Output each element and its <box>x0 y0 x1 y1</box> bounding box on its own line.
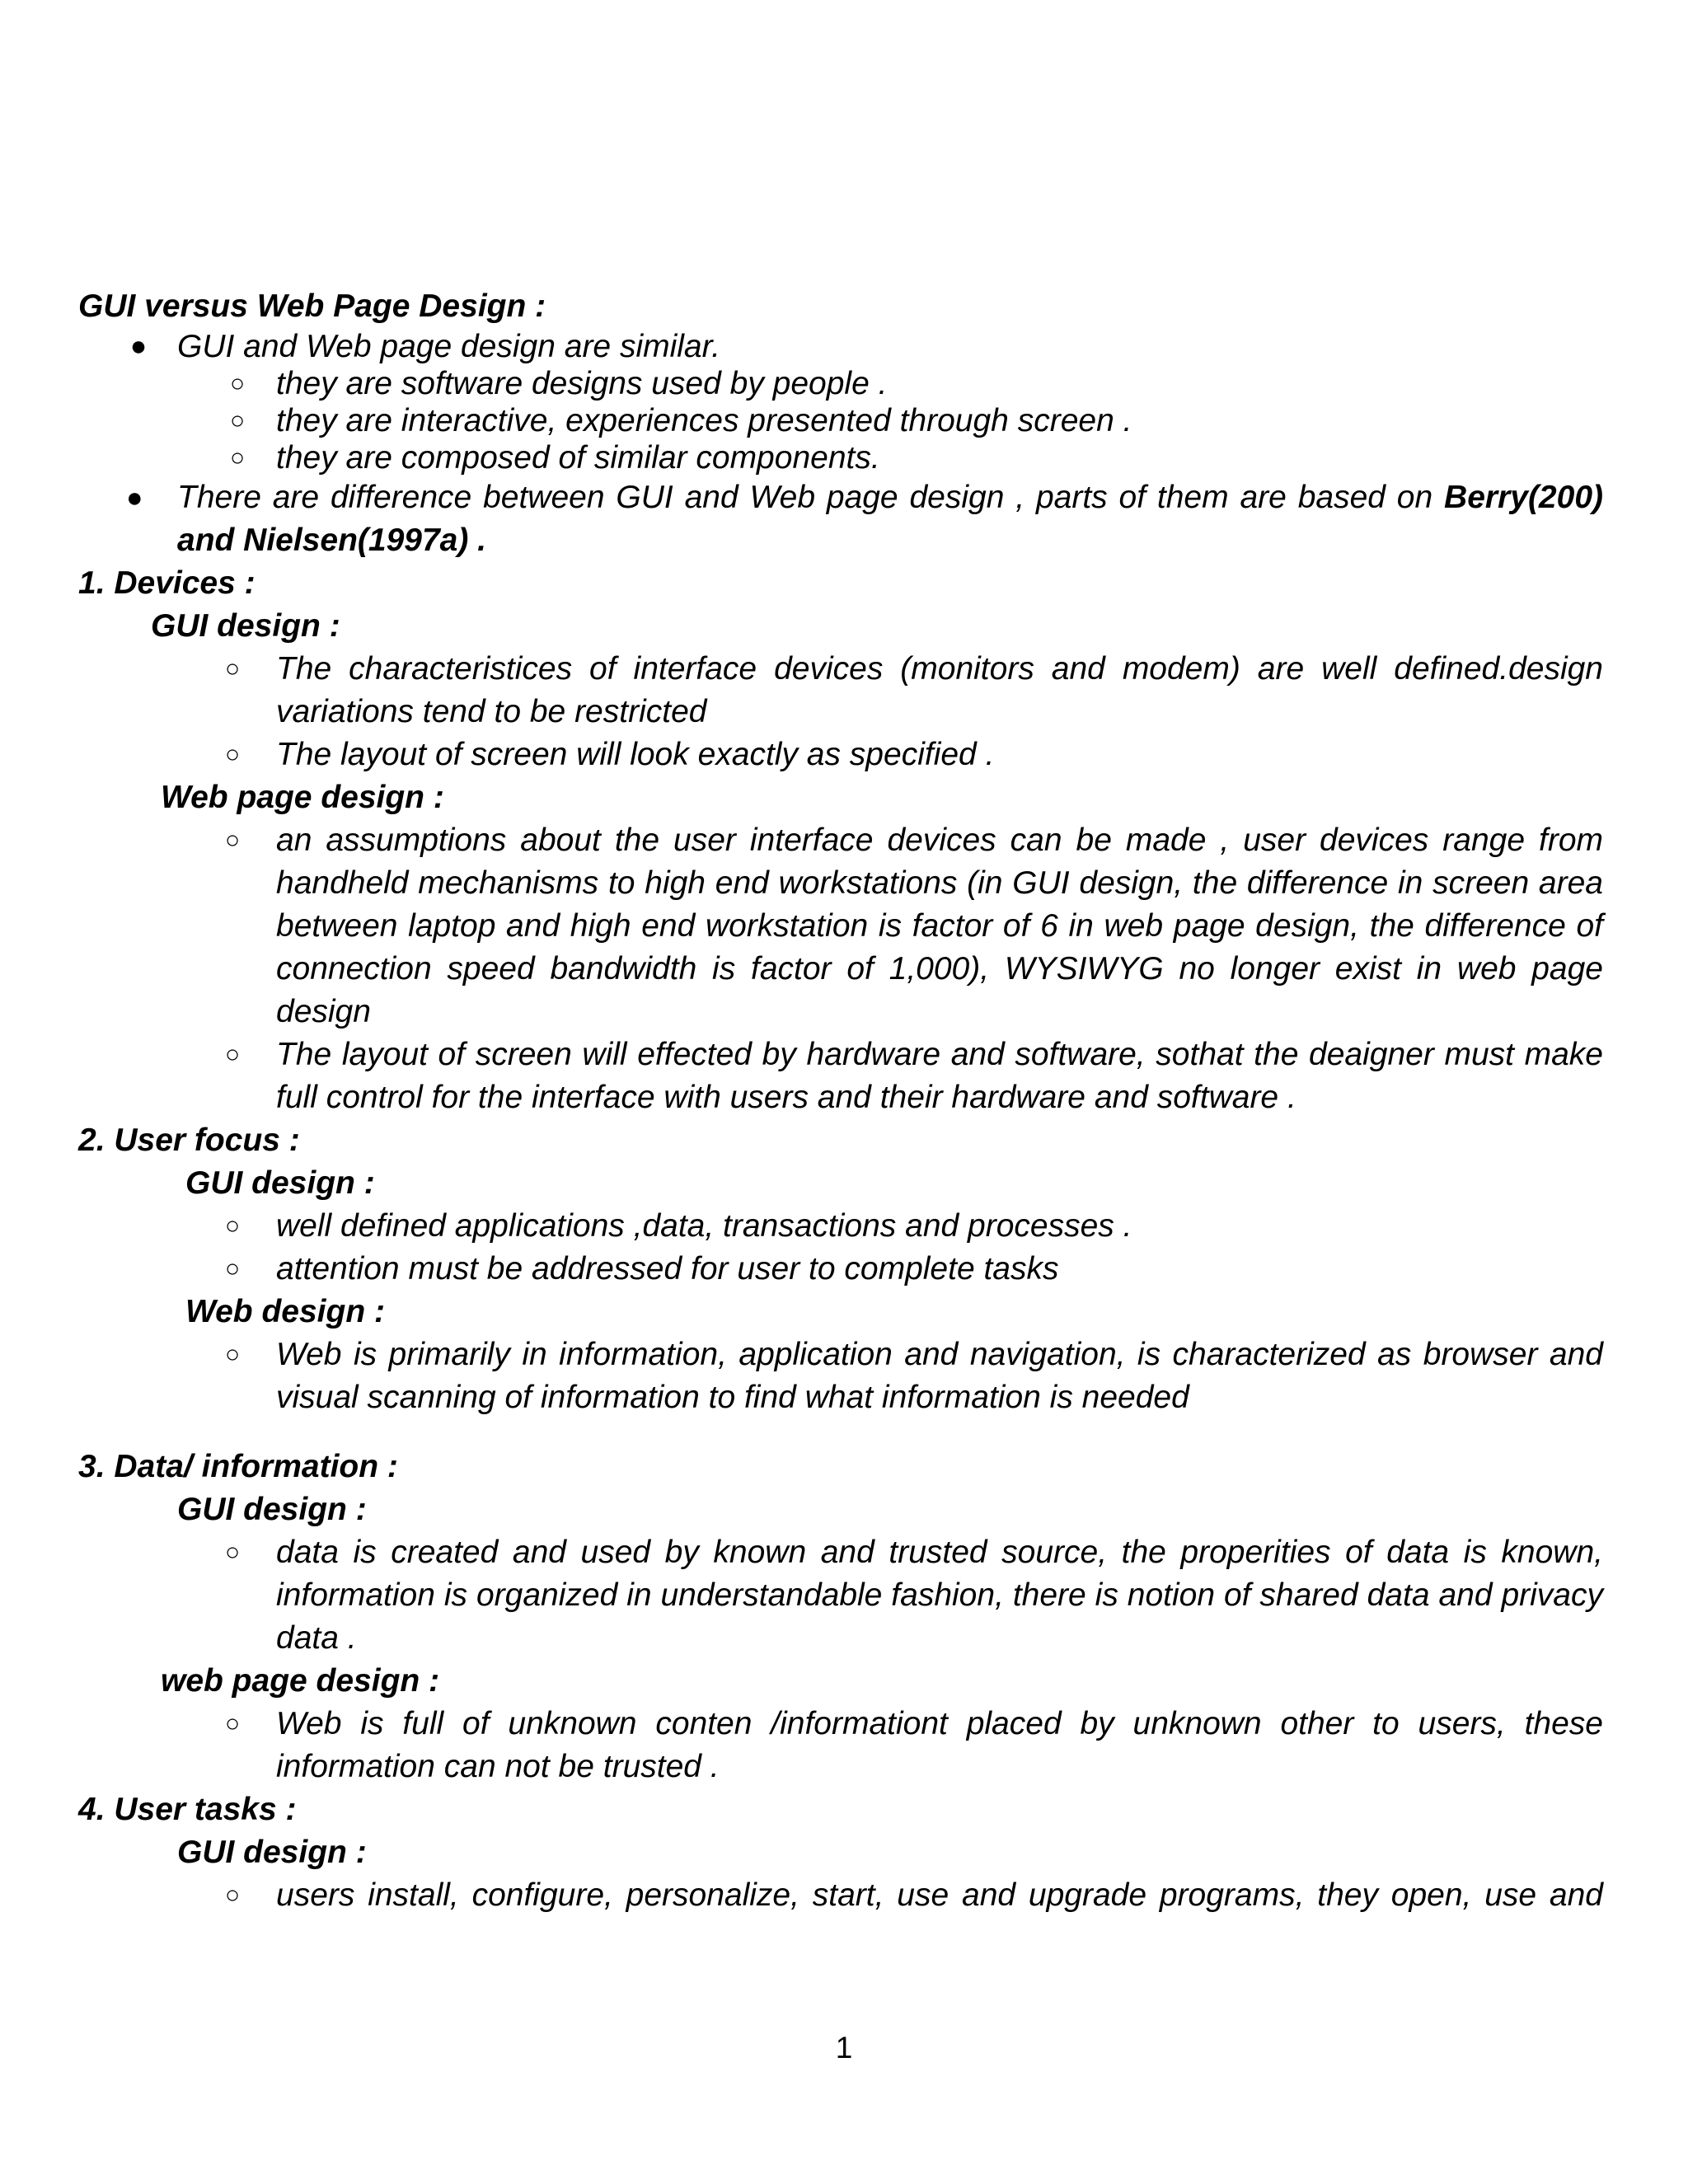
sub-item-text: they are composed of similar components. <box>276 440 880 476</box>
bullet-text: GUI and Web page design are similar. <box>177 329 721 364</box>
list-item-text: data is created and used by known and trusted source, the properities of data is known, information is organized in understandable fashion, there is notion of shared data and privacy data . <box>276 1535 1603 1656</box>
subheading-web-design: Web design : <box>185 1294 385 1329</box>
intro-bullet-differences <box>78 476 1603 562</box>
intro-bullet-similar <box>78 328 1603 365</box>
circle-bullet-icon: ○ <box>225 655 241 682</box>
intro-sub-item <box>78 365 1603 402</box>
list-item-text: Web is primarily in information, application and navigation, is characterized as browser and visual scanning of information to find what information is needed <box>276 1337 1603 1415</box>
subheading-web-page-design: web page design : <box>161 1663 440 1699</box>
list-item-text: an assumptions about the user interface devices can be made , user devices range from handheld mechanisms to high end workstations (in GUI design, the difference in screen area between laptop and high end workstation is factor of 6 in web page design, the difference of connection speed bandwidth is factor of 1,000), WYSIWYG no longer exist in web page design <box>276 823 1603 1029</box>
circle-bullet-icon: ○ <box>225 1882 241 1909</box>
circle-bullet-icon: ○ <box>225 1539 241 1566</box>
list-item-text: The layout of screen will look exactly as specified . <box>276 737 995 772</box>
subheading-gui-design: GUI design : <box>177 1835 367 1870</box>
list-item <box>78 648 1603 733</box>
list-item <box>78 1703 1603 1788</box>
circle-bullet-icon: ○ <box>225 1710 241 1737</box>
circle-bullet-icon: ○ <box>229 444 246 471</box>
circle-bullet-icon: ○ <box>225 741 241 768</box>
intro-sub-item <box>78 402 1603 439</box>
section-heading-user-tasks: 4. User tasks : <box>78 1792 297 1827</box>
circle-bullet-icon: ○ <box>225 827 241 854</box>
subheading-gui-design: GUI design : <box>151 608 340 644</box>
list-item <box>78 733 1603 776</box>
bullet-icon: ● <box>129 330 148 362</box>
list-item <box>78 1531 1603 1660</box>
list-item <box>78 1874 1603 1917</box>
bullet-text: There are difference between GUI and Web page design , parts of them are based on <box>177 480 1445 515</box>
circle-bullet-icon: ○ <box>225 1255 241 1282</box>
list-item-text: well defined applications ,data, transactions and processes . <box>276 1208 1132 1244</box>
sub-item-text: they are interactive, experiences presented through screen . <box>276 403 1132 438</box>
list-item-text: Web is full of unknown conten /informationt placed by unknown other to users, these information can not be trusted . <box>276 1706 1603 1784</box>
document-title: GUI versus Web Page Design : <box>78 288 546 324</box>
citation-berry: Berry(200) <box>1444 480 1603 515</box>
list-item-text: attention must be addressed for user to complete tasks <box>276 1251 1059 1286</box>
document-body <box>78 285 1603 1917</box>
subheading-gui-design: GUI design : <box>185 1165 375 1201</box>
circle-bullet-icon: ○ <box>229 370 246 397</box>
list-item <box>78 1248 1603 1291</box>
subheading-gui-design: GUI design : <box>177 1492 367 1527</box>
circle-bullet-icon: ○ <box>229 407 246 434</box>
section-heading-user-focus: 2. User focus : <box>78 1122 300 1158</box>
list-item-text: The layout of screen will effected by hardware and software, sothat the deaigner must make full control for the interface with users and their hardware and software . <box>276 1037 1603 1115</box>
list-item-text: The characteristices of interface devices (monitors and modem) are well defined.design variations tend to be restricted <box>276 651 1603 729</box>
sub-item-text: they are software designs used by people . <box>276 366 888 401</box>
circle-bullet-icon: ○ <box>225 1341 241 1368</box>
section-heading-data-information: 3. Data/ information : <box>78 1449 398 1484</box>
list-item <box>78 1033 1603 1119</box>
section-heading-devices: 1. Devices : <box>78 565 256 601</box>
citation-nielsen: and Nielsen(1997a) . <box>177 523 486 558</box>
list-item <box>78 1333 1603 1419</box>
circle-bullet-icon: ○ <box>225 1212 241 1240</box>
page-number: 1 <box>835 2031 853 2064</box>
list-item <box>78 1205 1603 1248</box>
bullet-icon: ● <box>126 482 143 513</box>
subheading-web-page-design: Web page design : <box>161 780 444 815</box>
list-item <box>78 819 1603 1033</box>
circle-bullet-icon: ○ <box>225 1041 241 1068</box>
intro-sub-item <box>78 439 1603 476</box>
paragraph-spacer <box>78 1419 1603 1446</box>
list-item-text: users install, configure, personalize, start, use and upgrade programs, they open, use and <box>276 1877 1603 1913</box>
